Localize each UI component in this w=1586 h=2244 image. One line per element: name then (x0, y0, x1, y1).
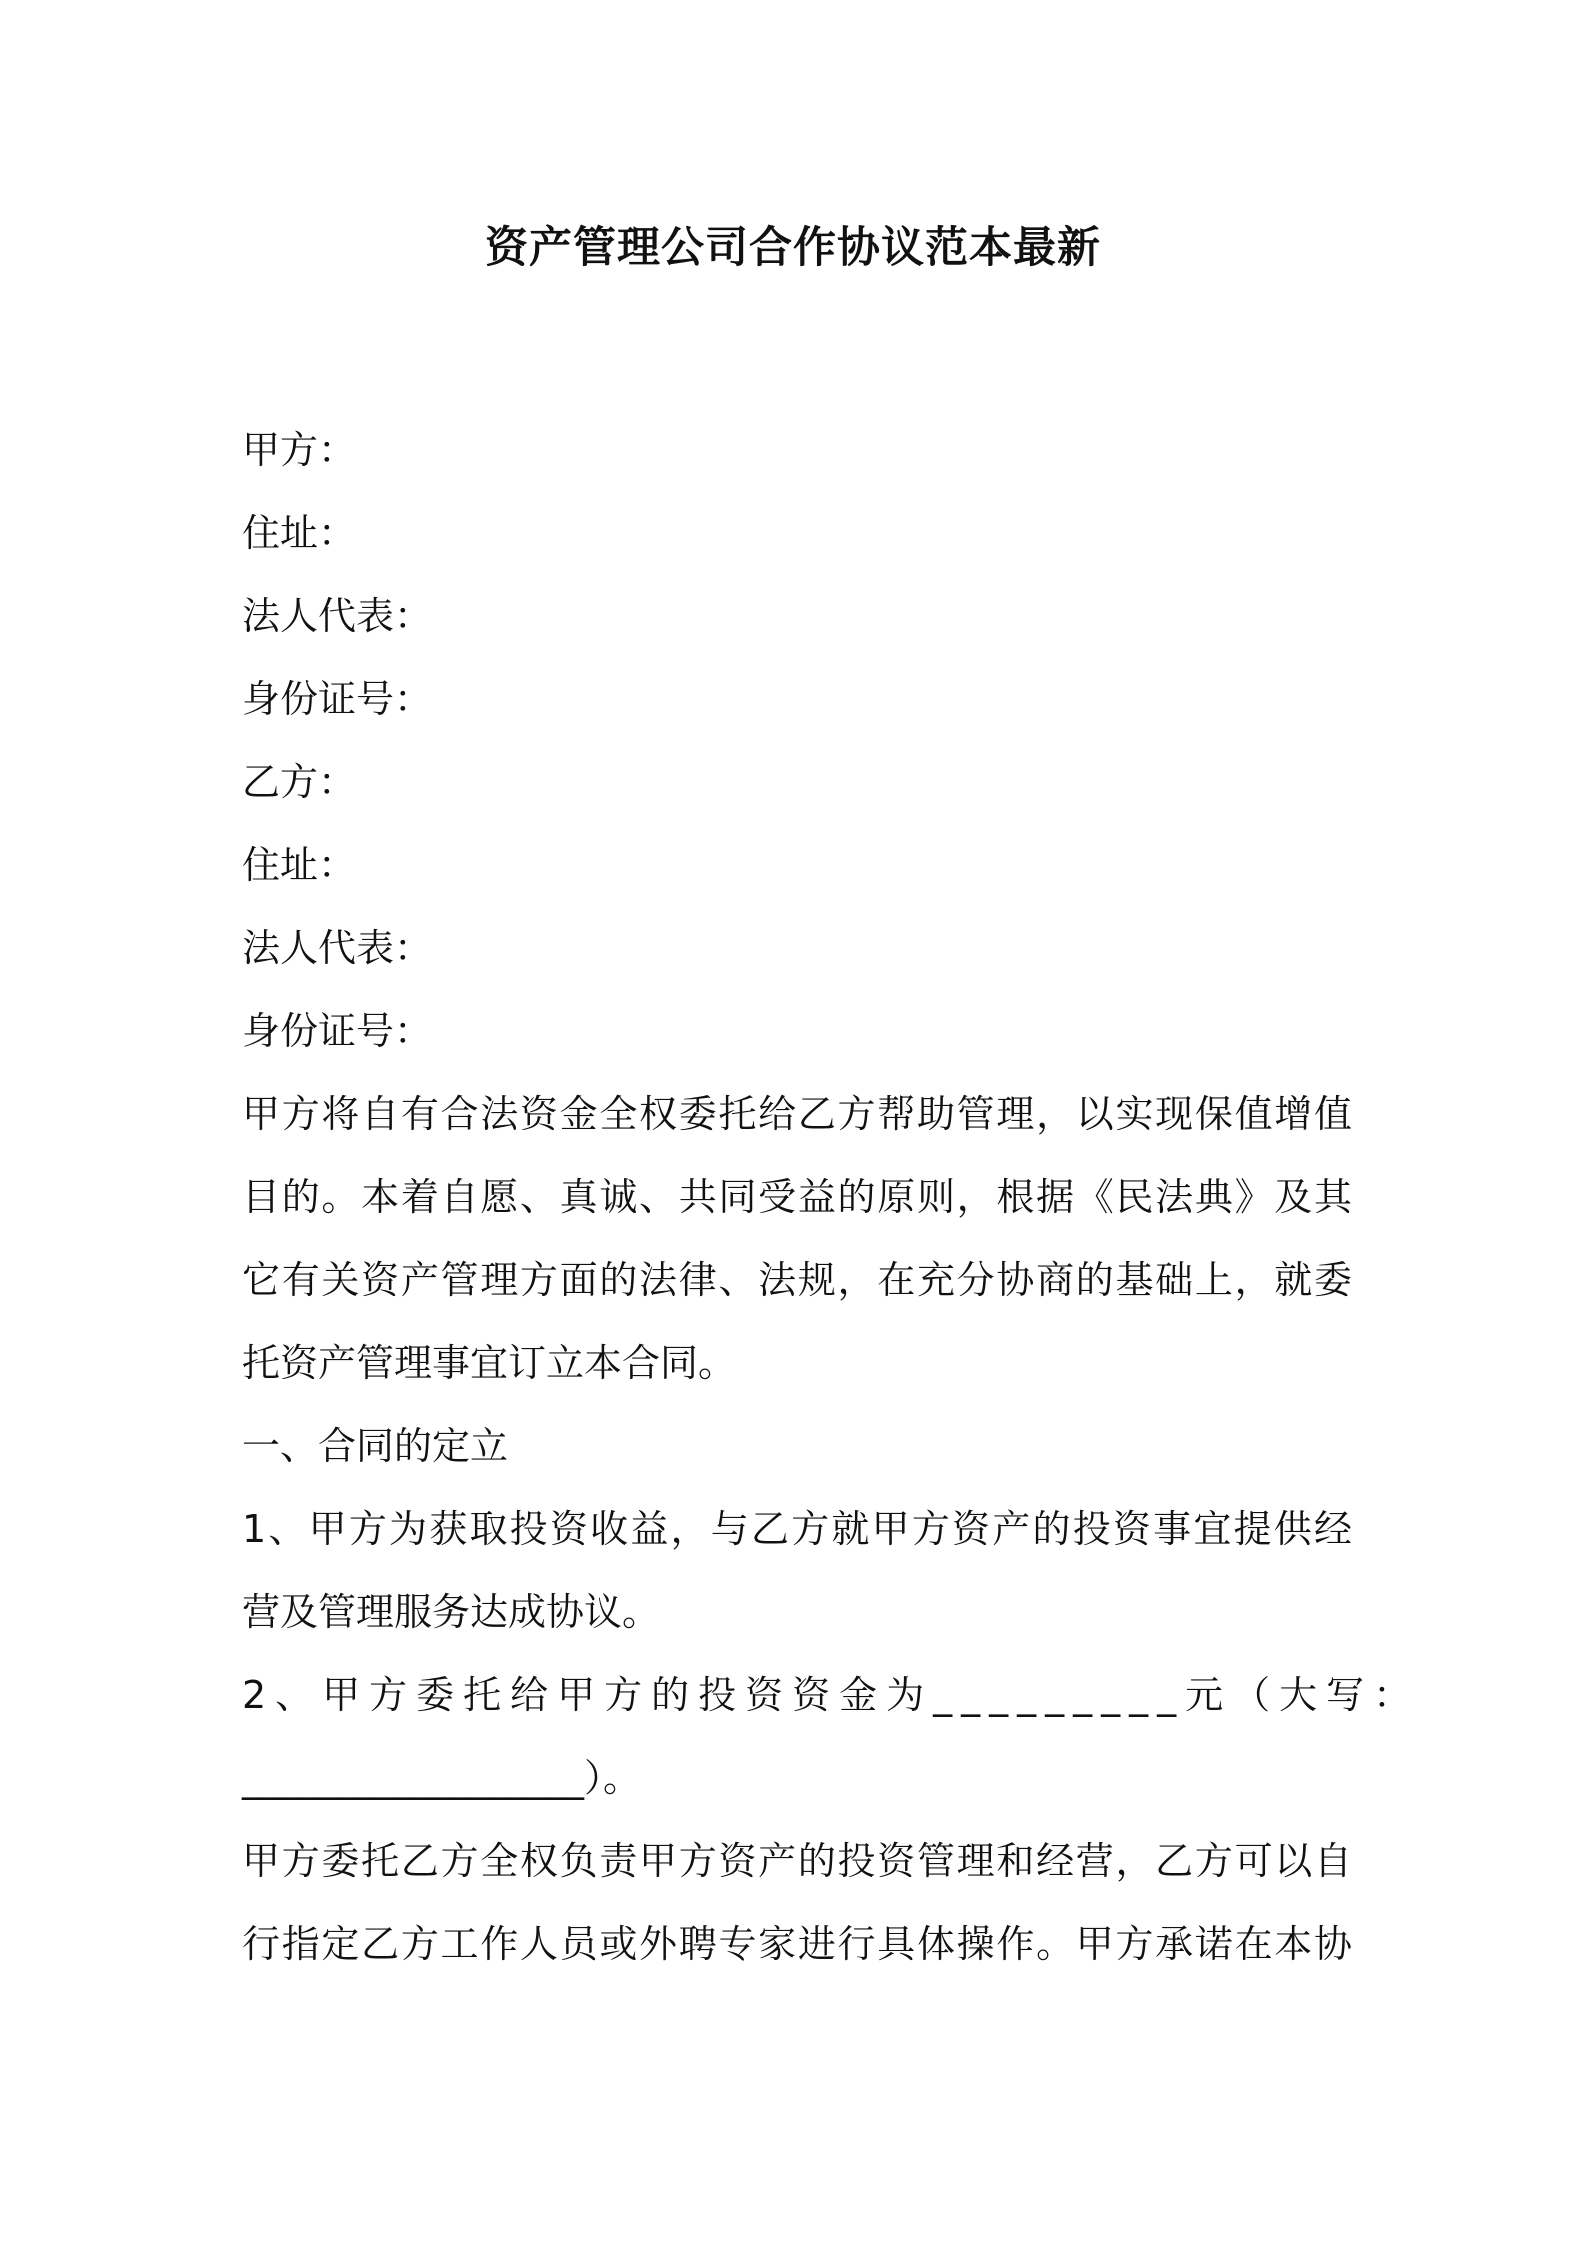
field-party-b: 乙方： (242, 760, 357, 804)
intro-line: 甲方将自有合法资金全权委托给乙方帮助管理，以实现保值增值 (242, 1092, 1352, 1136)
intro-line: 托资产管理事宜订立本合同。 (242, 1341, 737, 1385)
clause-1-paragraph (242, 1488, 1352, 1654)
document-body (242, 409, 1421, 1986)
clause-2-line: __________________）。 (242, 1756, 642, 1800)
field-party-b-address: 住址： (242, 843, 357, 887)
field-party-a: 甲方： (242, 428, 357, 472)
clause-3-paragraph (242, 1820, 1352, 1986)
field-party-a-address: 住址： (242, 511, 357, 555)
clause-1-line: 营及管理服务达成协议。 (242, 1590, 661, 1634)
field-party-a-id-number: 身份证号： (242, 677, 433, 721)
clause-2-line: 2、甲方委托给甲方的投资资金为_________元（大写： (242, 1673, 1421, 1717)
clause-1-line: 1、甲方为获取投资收益，与乙方就甲方资产的投资事宜提供经 (242, 1507, 1352, 1551)
intro-line: 目的。本着自愿、真诚、共同受益的原则，根据《民法典》及其 (242, 1175, 1352, 1219)
section-1-heading: 一、合同的定立 (242, 1424, 509, 1468)
field-party-b-legal-rep: 法人代表： (242, 926, 433, 970)
clause-3-line: 甲方委托乙方全权负责甲方资产的投资管理和经营，乙方可以自 (242, 1839, 1352, 1883)
field-party-b-id-number: 身份证号： (242, 1009, 433, 1053)
clause-2-paragraph (242, 1654, 1421, 1820)
document-title: 资产管理公司合作协议范本最新 (485, 223, 1101, 273)
intro-paragraph (242, 1073, 1352, 1405)
field-party-a-legal-rep: 法人代表： (242, 594, 433, 638)
clause-3-line: 行指定乙方工作人员或外聘专家进行具体操作。甲方承诺在本协 (242, 1922, 1352, 1966)
intro-line: 它有关资产管理方面的法律、法规，在充分协商的基础上，就委 (242, 1258, 1352, 1302)
